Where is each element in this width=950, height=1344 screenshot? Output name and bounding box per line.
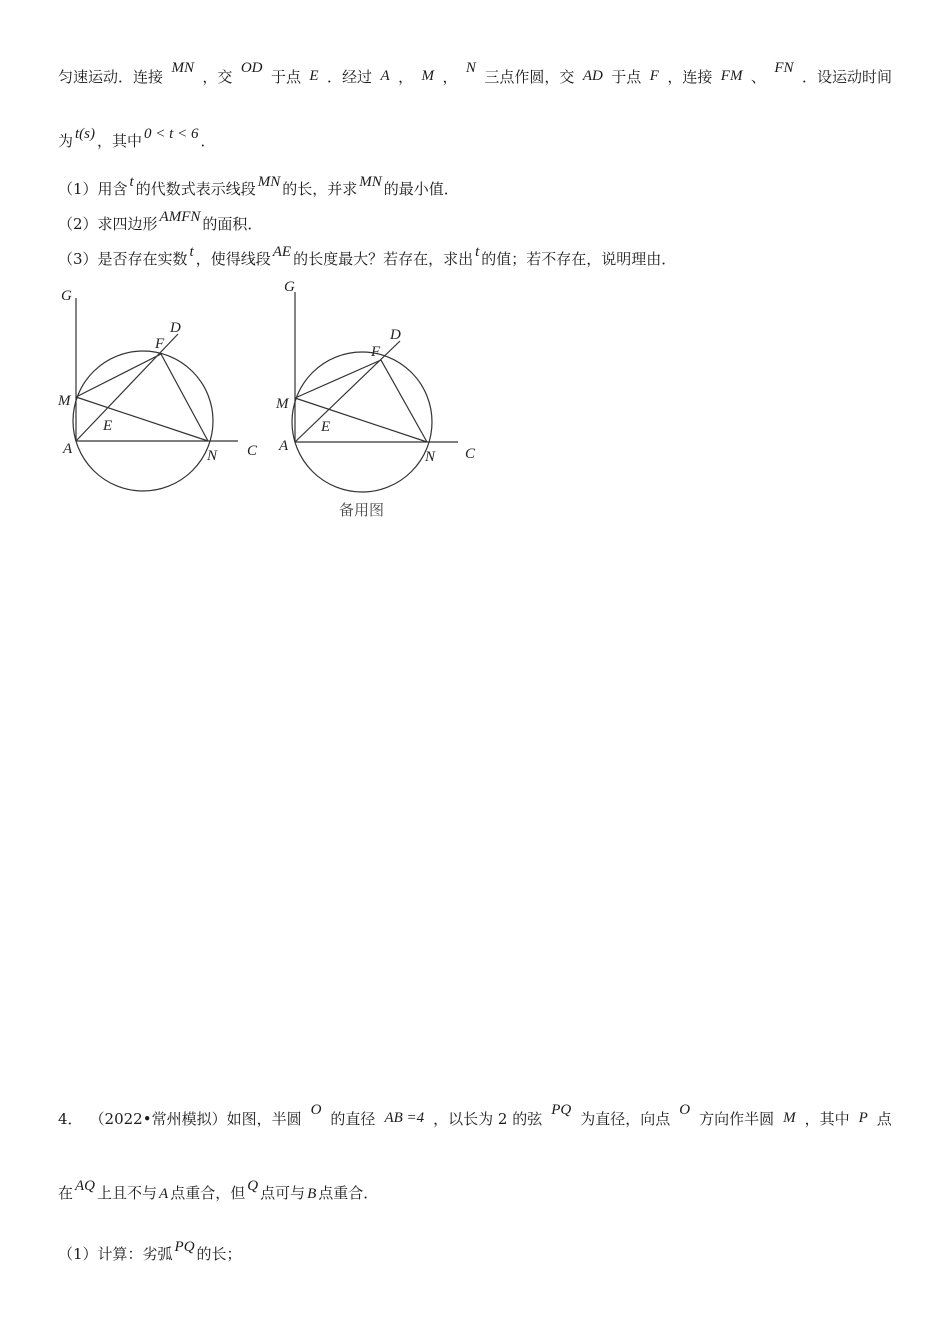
label-c: C [247, 443, 258, 459]
q4-part-1: （1）计算：劣弧 PQ 的长； [58, 1239, 242, 1263]
q4-line-2: 在 AQ 上且不与 A 点重合，但 Q 点可与 B 点重合． [58, 1178, 379, 1202]
label-g: G [284, 279, 295, 295]
geometry-figures [0, 0, 950, 540]
math-MN: MN [359, 174, 382, 190]
circle-amn [73, 351, 213, 491]
segment-mn-backup [295, 398, 427, 442]
math-P: P [858, 1110, 868, 1126]
q3-part-2: （2）求四边形 AMFN 的面积． [58, 209, 263, 233]
math-Q: Q [247, 1178, 259, 1194]
math-M: M [783, 1110, 796, 1126]
label-n: N [425, 449, 436, 465]
math-AD: AD [582, 68, 603, 84]
label-e: E [103, 418, 113, 434]
label-a: A [63, 441, 73, 457]
math-MN: MN [257, 174, 281, 190]
q3-line-2: 为 t(s) ，其中 0 < t < 6 ． [58, 126, 216, 150]
figure-backup-labels [275, 279, 476, 519]
math-AMFN: AMFN [159, 209, 201, 225]
circle-amn-backup [292, 352, 432, 492]
label-d: D [390, 327, 401, 343]
math-t: t [189, 244, 194, 260]
q4-line-1: 4． （2022•常州模拟）如图，半圆 O 的直径 AB =4 ，以长为 2 的弦 PQ 为直径，向点 O 方向作半圆 M ，其中 P 点 [58, 1102, 892, 1128]
segment-fm-backup [295, 360, 381, 398]
label-f: F [371, 344, 381, 360]
math-AB-eq-4: AB =4 [384, 1110, 425, 1126]
label-m: M [276, 396, 289, 412]
q3-part-1: （1）用含 t 的代数式表示线段 MN 的长，并求 MN 的最小值． [58, 174, 459, 198]
math-M: M [421, 68, 435, 84]
label-m: M [58, 393, 71, 409]
label-g: G [61, 288, 72, 304]
label-a: A [279, 438, 289, 454]
math-t-range: 0 < t < 6 [144, 126, 199, 142]
math-AQ: AQ [75, 1178, 96, 1194]
label-d: D [170, 320, 181, 336]
math-OD: OD [240, 60, 263, 76]
math-A: A [380, 68, 390, 84]
label-c: C [465, 446, 476, 462]
q3-part-3: （3）是否存在实数 t ，使得线段 AE 的长度最大？若存在，求出 t 的值；若不存在，说明理由． [58, 244, 677, 268]
math-PQ: PQ [174, 1239, 195, 1255]
figure-main-labels [57, 288, 258, 464]
math-PQ: PQ [551, 1102, 572, 1118]
math-O: O [310, 1102, 322, 1118]
math-FN: FN [774, 60, 794, 76]
math-AE: AE [272, 244, 292, 260]
math-N: N [465, 60, 476, 76]
math-t-s: t(s) [75, 126, 96, 142]
math-FM: FM [720, 68, 743, 84]
math-A: A [159, 1186, 169, 1202]
math-O: O [679, 1102, 691, 1118]
math-E: E [309, 68, 319, 84]
math-B: B [307, 1186, 317, 1202]
math-MN: MN [171, 60, 194, 76]
figure-caption: 备用图 [339, 501, 385, 519]
math-t: t [129, 174, 134, 190]
math-F: F [649, 68, 659, 84]
label-f: F [155, 336, 165, 352]
label-n: N [207, 448, 218, 464]
segment-fn-backup [381, 360, 427, 442]
q3-line-1: 匀速运动．连接 MN ，交 OD 于点 E ．经过 A ， M ， N 三点作圆，交 AD 于点 F ，连接 FM 、 FN ．设运动时间 [58, 60, 892, 86]
math-t: t [475, 244, 480, 260]
label-e: E [321, 419, 331, 435]
segment-fm [76, 354, 161, 397]
